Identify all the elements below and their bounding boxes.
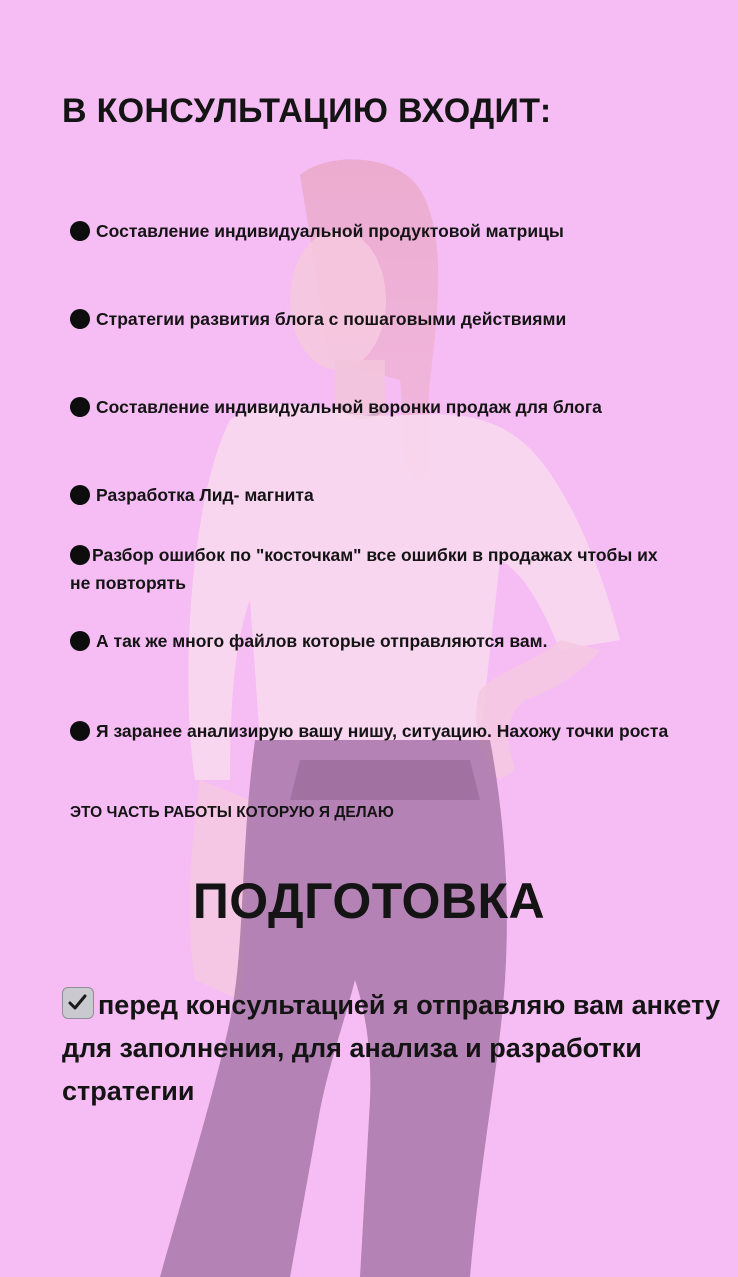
list-item: [70, 717, 670, 745]
section-title: ПОДГОТОВКА: [192, 873, 546, 929]
list-item-text: Составление индивидуальной воронки продаж для блога: [96, 397, 602, 417]
list-item: [70, 481, 670, 509]
black-circle-icon: [70, 545, 90, 565]
black-circle-icon: [70, 397, 90, 417]
black-circle-icon: [70, 631, 90, 651]
page-title: В КОНСУЛЬТАЦИЮ ВХОДИТ:: [62, 92, 552, 130]
list-item-text: Составление индивидуальной продуктовой матрицы: [96, 221, 564, 241]
prep-text: перед консультацией я отправляю вам анкету для заполнения, для анализа и разработки стратегии: [62, 990, 721, 1106]
list-item: [70, 217, 670, 245]
black-circle-icon: [70, 309, 90, 329]
list-item: [70, 305, 670, 333]
note-text: ЭТО ЧАСТЬ РАБОТЫ КОТОРУЮ Я ДЕЛАЮ: [70, 804, 394, 821]
list-item: [70, 541, 670, 597]
prep-paragraph: [62, 984, 722, 1113]
list-item-text: Я заранее анализирую вашу нишу, ситуацию. Нахожу точки роста: [96, 721, 669, 741]
black-circle-icon: [70, 221, 90, 241]
list-item-text: А так же много файлов которые отправляются вам.: [96, 631, 548, 651]
list-item-text: Разработка Лид- магнита: [96, 485, 314, 505]
black-circle-icon: [70, 485, 90, 505]
checkbox-checked-icon: [62, 987, 94, 1019]
list-item: [70, 393, 670, 421]
list-item: [70, 627, 670, 655]
list-item-text: Стратегии развития блога с пошаговыми действиями: [96, 309, 567, 329]
black-circle-icon: [70, 721, 90, 741]
list-item-text: Разбор ошибок по "косточкам" все ошибки в продажах чтобы их не повторять: [70, 545, 658, 593]
